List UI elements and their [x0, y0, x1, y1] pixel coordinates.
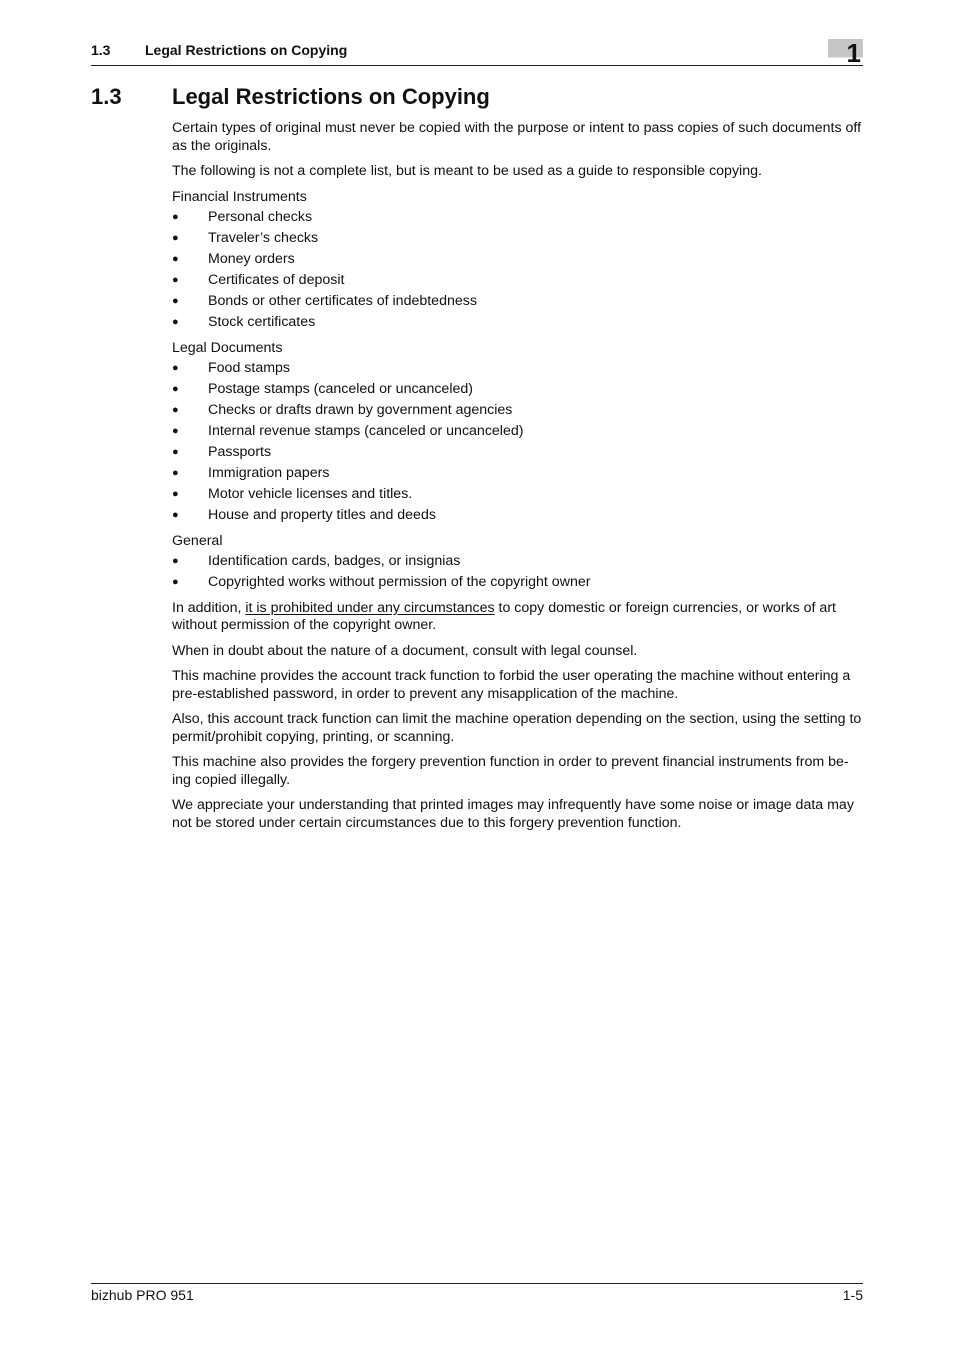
list-item	[172, 507, 862, 525]
bullet-icon: ●	[172, 446, 179, 458]
chapter-number: 1	[846, 38, 861, 68]
bullet-icon: ●	[172, 316, 179, 328]
addition-underlined: it is prohibited under any circumstances	[245, 599, 495, 616]
section-heading	[91, 84, 490, 110]
list-item-text: Identification cards, badges, or insignias	[208, 553, 461, 569]
bullet-icon: ●	[172, 404, 179, 416]
list-item	[172, 465, 862, 483]
bullet-icon: ●	[172, 467, 179, 479]
section-heading-number: 1.3	[91, 84, 122, 109]
body-paragraph: When in doubt about the nature of a document, consult with legal counsel.	[172, 642, 638, 659]
page-footer	[91, 1283, 863, 1303]
list-item-text: Postage stamps (canceled or uncanceled)	[208, 381, 473, 397]
chapter-tab	[828, 38, 863, 68]
bullet-icon: ●	[172, 232, 179, 244]
list-item-text: Bonds or other certificates of indebtedness	[208, 293, 477, 309]
footer-page-number: 1-5	[842, 1287, 863, 1303]
header-section-number: 1.3	[91, 42, 111, 58]
list-item-text: Stock certificates	[208, 314, 316, 330]
list-item	[172, 272, 862, 290]
list-item-text: Internal revenue stamps (canceled or uncanceled)	[208, 423, 524, 439]
list-item	[172, 553, 862, 571]
bullet-list	[172, 553, 862, 592]
bullet-icon: ●	[172, 211, 179, 223]
list-item-text: Traveler’s checks	[208, 230, 319, 246]
bullet-list	[172, 360, 862, 525]
bullet-icon: ●	[172, 253, 179, 265]
header-section-title: Legal Restrictions on Copying	[145, 42, 348, 58]
footer-product: bizhub PRO 951	[91, 1287, 194, 1303]
list-item	[172, 423, 862, 441]
list-item	[172, 402, 862, 420]
addition-before: In addition,	[172, 599, 246, 616]
addition-after: to copy domestic or foreign currencies, or works of art without permission of the copyright owner.	[172, 599, 836, 633]
running-header	[91, 40, 863, 66]
list-item	[172, 230, 862, 248]
bullet-icon: ●	[172, 576, 179, 588]
group-label: Financial Instruments	[172, 188, 307, 205]
list-item-text: Motor vehicle licenses and titles.	[208, 486, 413, 502]
bullet-list	[172, 209, 862, 332]
section-heading-title: Legal Restrictions on Copying	[172, 84, 490, 109]
list-item-text: House and property titles and deeds	[208, 507, 436, 523]
list-item-text: Copyrighted works without permission of the copyright owner	[208, 574, 591, 590]
bullet-icon: ●	[172, 488, 179, 500]
bullet-icon: ●	[172, 383, 179, 395]
addition-paragraph	[172, 600, 862, 635]
bullet-icon: ●	[172, 555, 179, 567]
list-item	[172, 360, 862, 378]
list-item-text: Personal checks	[208, 209, 313, 225]
list-item	[172, 444, 862, 462]
list-item	[172, 251, 862, 269]
main-content	[172, 120, 862, 840]
list-item	[172, 381, 862, 399]
bullet-icon: ●	[172, 295, 179, 307]
list-item-text: Money orders	[208, 251, 295, 267]
closing-paragraphs	[172, 643, 862, 833]
list-item-text: Passports	[208, 444, 272, 460]
list-item-text: Immigration papers	[208, 465, 330, 481]
list-item	[172, 574, 862, 592]
body-paragraph: This machine also provides the forgery prevention function in order to prevent financial instruments from be-ing copied illegally.	[172, 754, 849, 788]
list-item-text: Checks or drafts drawn by government agencies	[208, 402, 513, 418]
list-item	[172, 209, 862, 227]
bullet-icon: ●	[172, 425, 179, 437]
intro-paragraph: The following is not a complete list, but is meant to be used as a guide to responsible copying.	[172, 163, 762, 179]
body-paragraph: This machine provides the account track function to forbid the user operating the machine without entering a pre-established password, in order to prevent any misapplication of the machine.	[172, 668, 851, 702]
list-item-text: Food stamps	[208, 360, 291, 376]
bullet-icon: ●	[172, 274, 179, 286]
body-paragraph: Also, this account track function can limit the machine operation depending on the section, using the setting to permit/prohibit copying, printing, or scanning.	[172, 711, 862, 745]
list-item	[172, 486, 862, 504]
list-item	[172, 293, 862, 311]
intro-paragraph: Certain types of original must never be copied with the purpose or intent to pass copies of such documents off as the originals.	[172, 120, 862, 154]
restricted-items-groups	[172, 189, 862, 592]
bullet-icon: ●	[172, 509, 179, 521]
list-item	[172, 314, 862, 332]
body-paragraph: We appreciate your understanding that printed images may infrequently have some noise or image data may not be stored under certain circumstances due to this forgery prevention function.	[172, 797, 854, 831]
bullet-icon: ●	[172, 362, 179, 374]
intro-paragraphs	[172, 120, 862, 181]
group-label: General	[172, 532, 223, 549]
list-item-text: Certificates of deposit	[208, 272, 345, 288]
group-label: Legal Documents	[172, 339, 283, 356]
